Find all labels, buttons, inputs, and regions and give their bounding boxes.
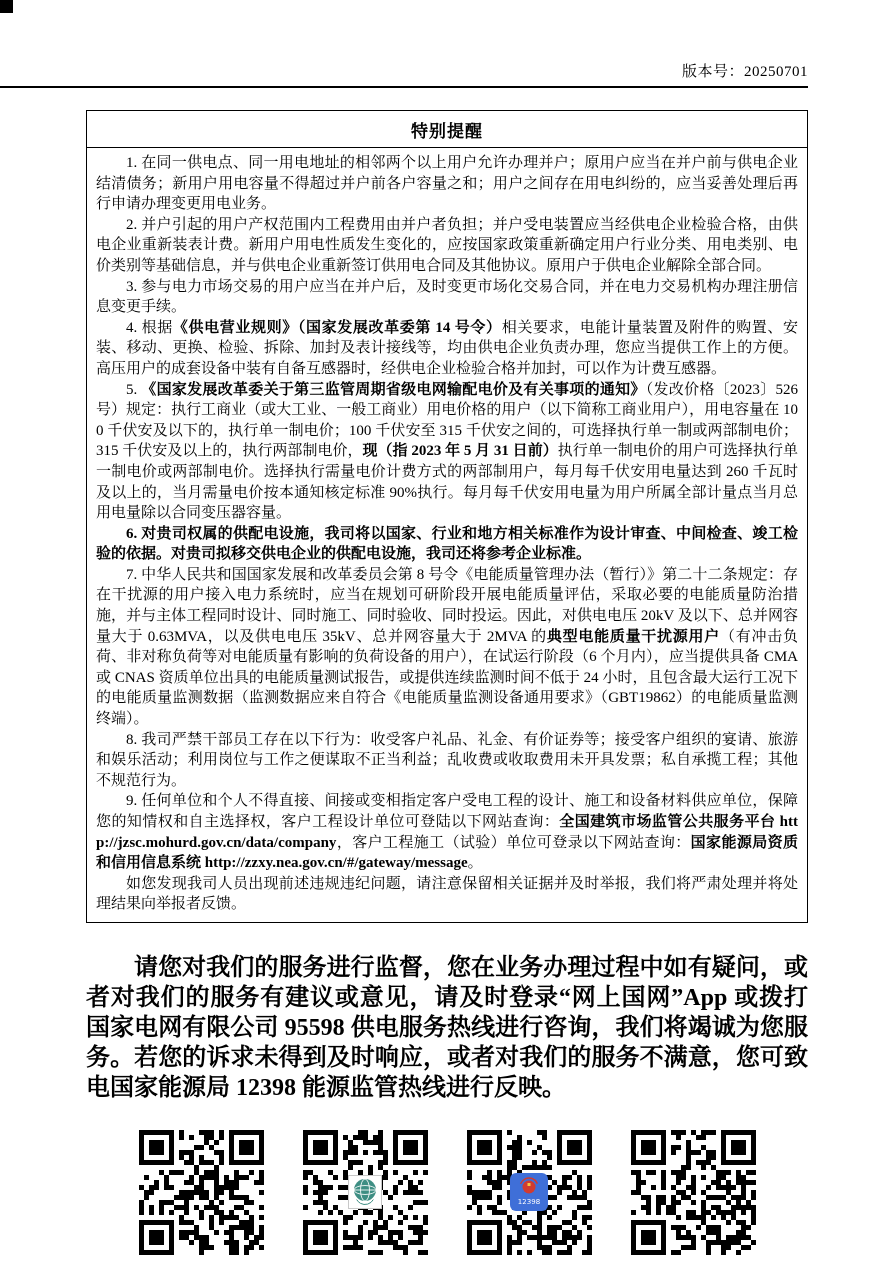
notice-paragraph: 3. 参与电力市场交易的用户应当在并户后，及时变更市场化交易合同，并在电力交易机构办理注册信息变更手续。	[96, 278, 798, 316]
qr-code-3-12398-icon	[466, 1129, 592, 1255]
notice-paragraph: 4. 根据《供电营业规则》（国家发展改革委第 14 号令）相关要求，电能计量装置及附件的购置、安装、移动、更换、检验、拆除、加封及表计接线等，均由供电企业负责办理，您应当提供工作上的方便。高压用户的成套设备中装有自备互感器时，经供电企业检验合格并加封，可以作为计费互感器。	[96, 319, 798, 377]
special-reminder-box	[86, 110, 808, 923]
notice-paragraph: 如您发现我司人员出现前述违规违纪问题，请注意保留相关证据并及时举报，我们将严肃处理并将处理结果向举报者反馈。	[96, 875, 798, 913]
content-column	[86, 110, 808, 1255]
notice-body	[87, 148, 807, 922]
notice-title: 特别提醒	[87, 111, 807, 148]
service-supervision-paragraph: 请您对我们的服务进行监督，您在业务办理过程中如有疑问，或者对我们的服务有建议或意见，请及时登录“网上国网”App 或拨打国家电网有限公司 95598 供电服务热线进行咨询，我们将竭诚为您服务。若您的诉求未得到及时响应，或者对我们的服务不满意，您可致电国家能源局 12398 能源监管热线进行反映。	[86, 954, 808, 1101]
notice-paragraph: 7. 中华人民共和国国家发展和改革委员会第 8 号令《电能质量管理办法（暂行）》第二十二条规定：存在干扰源的用户接入电力系统时，应当在规划可研阶段开展电能质量评估，采取必要的电能质量防治措施，并与主体工程同时设计、同时施工、同时验收、同时投运。因此，对供电电压 20kV 及以下、总并网容量大于 0.63MVA，以及供电电压 35kV、总并网容量大于 2MVA 的典型电能质量干扰源用户（有冲击负荷、非对称负荷等对电能质量有影响的负荷设备的用户），在试运行阶段（6 个月内），应当提供具备 CMA 或 CNAS 资质单位出具的电能质量测试报告，或提供连续监测时间不低于 24 小时，且包含最大运行工况下的电能质量监测数据（监测数据应来自符合《电能质量监测设备通用要求》（GBT19862）的电能质量监测终端）。	[96, 566, 798, 728]
notice-paragraph: 9. 任何单位和个人不得直接、间接或变相指定客户受电工程的设计、施工和设备材料供应单位，保障您的知情权和自主选择权，客户工程设计单位可登陆以下网站查询：全国建筑市场监管公共服务平台 http://jzsc.mohurd.gov.cn/data/company，客户工程施工（试验）单位可登录以下网站查询：国家能源局资质和信用信息系统 http://zzxy.nea.gov.cn/#/gateway/message。	[96, 793, 798, 872]
qr-code-2-globe-icon	[302, 1129, 428, 1255]
qr-code-1	[138, 1129, 264, 1255]
notice-paragraph: 6. 对贵司权属的供配电设施，我司将以国家、行业和地方相关标准作为设计审查、中间检查、竣工检验的依据。对贵司拟移交供电企业的供配电设施，我司还将参考企业标准。	[96, 525, 798, 563]
page-header	[0, 0, 892, 110]
notice-paragraph: 5. 《国家发展改革委关于第三监管周期省级电网输配电价及有关事项的通知》（发改价格〔2023〕526 号）规定：执行工商业（或大工业、一般工商业）用电价格的用户（以下简称工商业用户），用电容量在 100 千伏安及以下的，执行单一制电价；100 千伏安至 315 千伏安之间的，可选择执行单一制或两部制电价；315 千伏安及以上的，执行两部制电价，现（指 2023 年 5 月 31 日前）执行单一制电价的用户可选择执行单一制电价或两部制电价。选择执行需量电价计费方式的两部制用户，每月每千伏安用电量达到 260 千瓦时及以上的，当月需量电价按本通知核定标准 90%执行。每月每千伏安用电量为用户所属全部计量点当月总用电量除以合同变压器容量。	[96, 381, 798, 522]
notice-paragraph: 2. 并户引起的用户产权范围内工程费用由并户者负担；并户受电装置应当经供电企业检验合格，由供电企业重新装表计费。新用户用电性质发生变化的，应按国家政策重新确定用户行业分类、用电类别、电价类别等基础信息，并与供电企业重新签订供用电合同及其他协议。原用户于供电企业解除全部合同。	[96, 216, 798, 274]
qr-code-row	[86, 1129, 808, 1255]
notice-paragraph: 1. 在同一供电点、同一用电地址的相邻两个以上用户允许办理并户；原用户应当在并户前与供电企业结清债务；新用户用电容量不得超过并户前各户容量之和；用户之间存在用电纠纷的，应当妥善处理后再行申请办理变更用电业务。	[96, 155, 798, 213]
header-rule	[0, 86, 808, 88]
qr-code-4	[630, 1129, 756, 1255]
notice-paragraph: 8. 我司严禁干部员工存在以下行为：收受客户礼品、礼金、有价证券等；接受客户组织的宴请、旅游和娱乐活动；利用岗位与工作之便谋取不正当利益；乱收费或收取费用未开具发票；私自承揽工程；其他不规范行为。	[96, 731, 798, 789]
version-label: 版本号：20250701	[681, 64, 808, 80]
